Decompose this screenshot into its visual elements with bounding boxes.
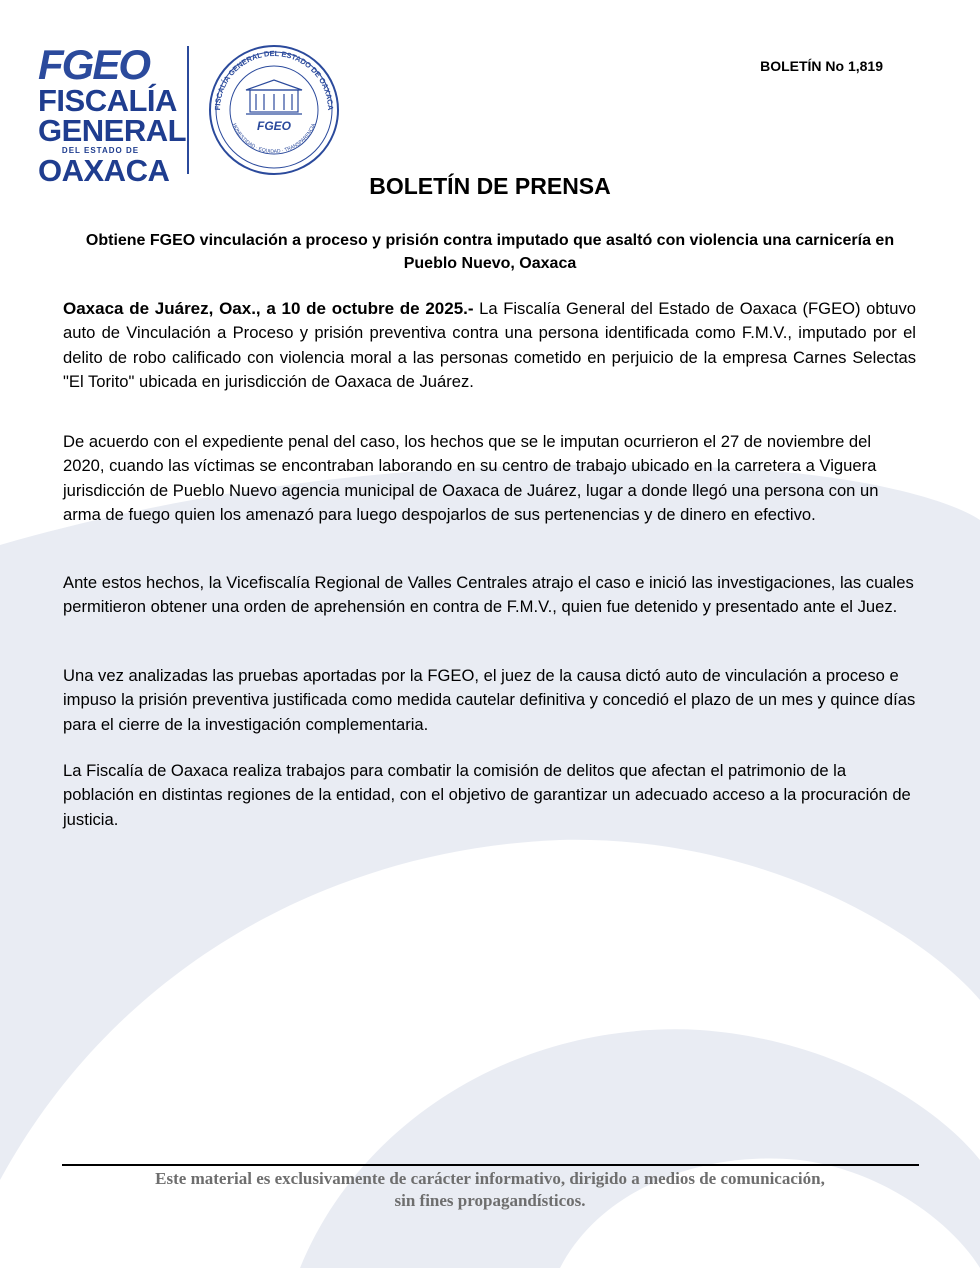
paragraph-5: La Fiscalía de Oaxaca realiza trabajos para combatir la comisión de delitos que afectan el patrimonio de la población en distintas regiones de la entidad, con el objetivo de garantizar un adecuado acceso a la procuración de justicia. [63, 761, 911, 829]
seal-motto: HONESTIDAD · EQUIDAD · TRANSPARENCIA [230, 122, 318, 155]
logo-divider [187, 46, 189, 174]
logo-line-fiscalia: FISCALÍA [38, 83, 177, 118]
footer-disclaimer [60, 1168, 920, 1212]
dateline: Oaxaca de Juárez, Oax., a 10 de octubre de 2025.- [63, 299, 474, 318]
footer-divider [62, 1164, 919, 1166]
fgeo-logo-mark: FGEO [38, 41, 150, 88]
footer-line-1: Este material es exclusivamente de carácter informativo, dirigido a medios de comunicación, [155, 1169, 825, 1188]
footer-line-2: sin fines propagandísticos. [394, 1191, 586, 1210]
logo-line-general: GENERAL [38, 113, 187, 148]
page-title: BOLETÍN DE PRENSA [369, 173, 611, 199]
bulletin-number: BOLETÍN No 1,819 [760, 58, 883, 74]
paragraph-3: Ante estos hechos, la Vicefiscalía Regional de Valles Centrales atrajo el caso e inició las investigaciones, las cuales permitieron obtener una orden de aprehensión en contra de F.M.V., quien fue detenido y presentado ante el Juez. [63, 573, 914, 617]
seal-center-text: FGEO [256, 119, 292, 133]
seal-ring-text: FISCALÍA GENERAL DEL ESTADO DE OAXACA [212, 48, 336, 111]
paragraph-1 [63, 297, 916, 395]
paragraph-1-text: La Fiscalía General del Estado de Oaxaca (FGEO) obtuvo auto de Vinculación a Proceso y prisión preventiva contra una persona identificada como F.M.V., imputado por el delito de robo calificado con violencia moral a las personas cometido en perjuicio de la empresa Carnes Selectas "El Torito" ubicada en jurisdicción de Oaxaca de Juárez. [63, 299, 916, 392]
official-seal [198, 44, 350, 176]
logo-line-oaxaca: OAXACA [38, 153, 170, 188]
fgeo-logo [38, 41, 187, 188]
paragraph-4: Una vez analizadas las pruebas aportadas por la FGEO, el juez de la causa dictó auto de vinculación a proceso e impuso la prisión preventiva justificada como medida cautelar definitiva y concedió el plazo de un mes y quince días para el cierre de la investigación complementaria. [63, 666, 916, 734]
headline: Obtiene FGEO vinculación a proceso y prisión contra imputado que asaltó con violencia una carnicería en Pueblo Nuevo, Oaxaca [85, 232, 895, 272]
paragraph-2: De acuerdo con el expediente penal del caso, los hechos que se le imputan ocurrieron el 27 de noviembre del 2020, cuando las víctimas se encontraban laborando en su centro de trabajo ubicado en la carretera a Viguera jurisdicción de Pueblo Nuevo agencia municipal de Oaxaca de Juárez, lugar a donde llegó una persona con un arma de fuego quien los amenazó para luego despojarlos de sus pertenencias y de dinero en efectivo. [63, 432, 879, 525]
logo-line-del-estado: DEL ESTADO DE [61, 146, 140, 155]
